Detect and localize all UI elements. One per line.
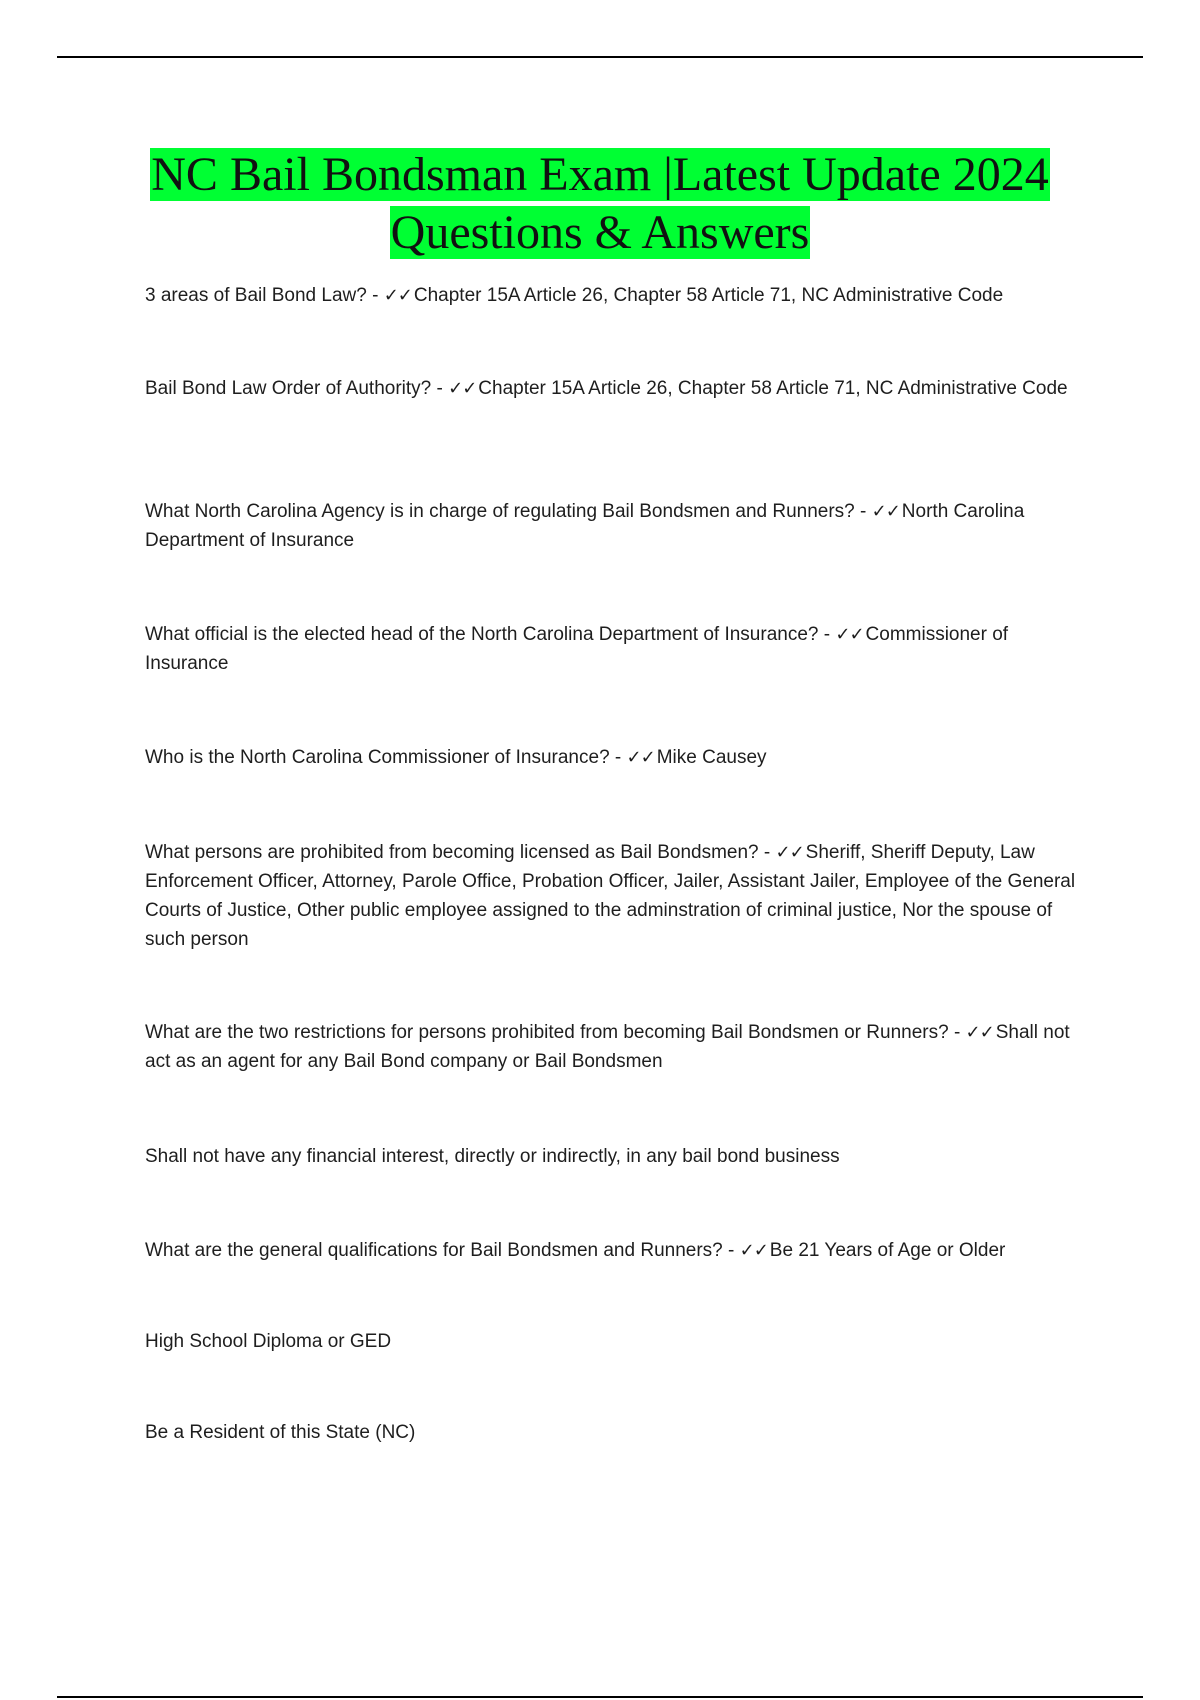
answer-continuation-3 — [145, 1418, 1090, 1447]
top-rule — [57, 56, 1143, 58]
qa-entry-4 — [145, 620, 1090, 678]
double-check-icon: ✓✓ — [775, 842, 804, 863]
answer-continuation-2 — [145, 1327, 1090, 1356]
answer-text: Sheriff, Sheriff Deputy, Law Enforcement Officer, Attorney, Parole Office, Probation Officer, Jailer, Assistant Jailer, Employee of the General Courts of Justice, Other public employee assigned to the adminstration of criminal justice, Nor the spouse of such person — [145, 842, 1076, 950]
question-text: What are the general qualifications for Bail Bondsmen and Runners? - — [145, 1240, 740, 1261]
bottom-rule — [57, 1696, 1143, 1698]
double-check-icon: ✓✓ — [383, 285, 412, 306]
answer-text: Be 21 Years of Age or Older — [769, 1240, 1006, 1261]
double-check-icon: ✓✓ — [626, 747, 655, 768]
qa-entry-8 — [145, 1236, 1090, 1265]
answer-text: Be a Resident of this State (NC) — [145, 1422, 416, 1443]
answer-text: High School Diploma or GED — [145, 1331, 392, 1352]
qa-entry-3 — [145, 497, 1090, 555]
document-title — [100, 146, 1100, 262]
question-text: Who is the North Carolina Commissioner of Insurance? - — [145, 747, 627, 768]
answer-text: Commissioner of Insurance — [145, 624, 1009, 674]
question-text: What are the two restrictions for persons prohibited from becoming Bail Bondsmen or Runners? - — [145, 1022, 966, 1043]
double-check-icon: ✓✓ — [835, 624, 864, 645]
answer-text: North Carolina Department of Insurance — [145, 501, 1025, 551]
qa-entry-7 — [145, 1018, 1090, 1076]
double-check-icon: ✓✓ — [739, 1240, 768, 1261]
answer-continuation-1 — [145, 1142, 1090, 1171]
title-line-1: NC Bail Bondsman Exam |Latest Update 2024 — [151, 148, 1049, 201]
question-text: 3 areas of Bail Bond Law? - — [145, 285, 384, 306]
question-text: What North Carolina Agency is in charge of regulating Bail Bondsmen and Runners? - — [145, 501, 872, 522]
double-check-icon: ✓✓ — [965, 1022, 994, 1043]
answer-text: Chapter 15A Article 26, Chapter 58 Article 71, NC Administrative Code — [478, 378, 1068, 399]
qa-entry-5 — [145, 743, 1090, 772]
question-text: What persons are prohibited from becoming licensed as Bail Bondsmen? - — [145, 842, 776, 863]
question-text: What official is the elected head of the North Carolina Department of Insurance? - — [145, 624, 836, 645]
double-check-icon: ✓✓ — [448, 378, 477, 399]
answer-text: Shall not have any financial interest, directly or indirectly, in any bail bond business — [145, 1146, 840, 1167]
question-text: Bail Bond Law Order of Authority? - — [145, 378, 449, 399]
answer-text: Shall not act as an agent for any Bail Bond company or Bail Bondsmen — [145, 1022, 1070, 1072]
qa-entry-6 — [145, 838, 1090, 954]
answer-text: Mike Causey — [656, 747, 767, 768]
title-line-2: Questions & Answers — [390, 206, 810, 259]
qa-entry-1 — [145, 281, 1090, 310]
qa-entry-2 — [145, 374, 1090, 403]
double-check-icon: ✓✓ — [871, 501, 900, 522]
answer-text: Chapter 15A Article 26, Chapter 58 Article 71, NC Administrative Code — [413, 285, 1004, 306]
